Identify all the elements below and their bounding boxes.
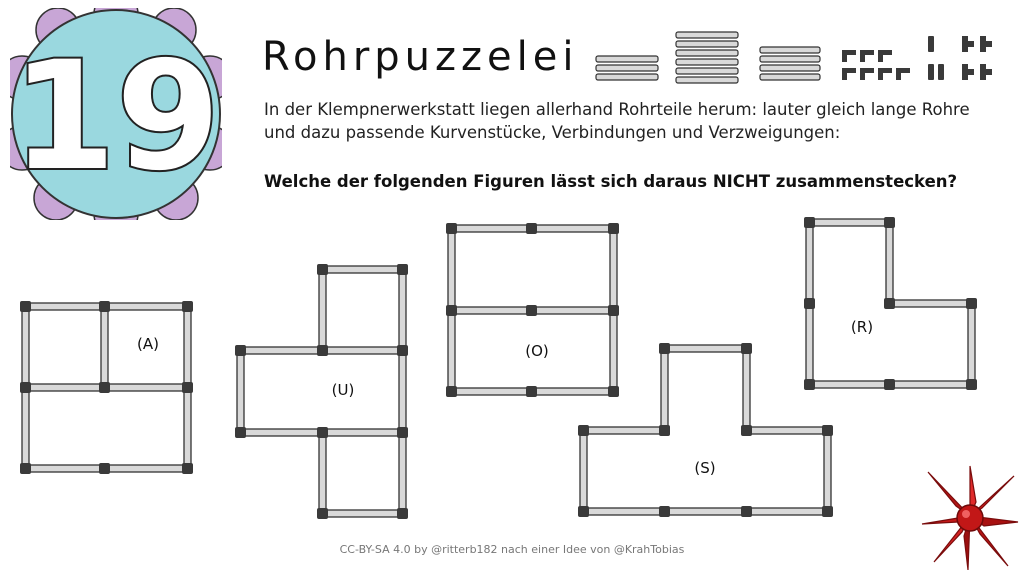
license-credit: CC-BY-SA 4.0 by @ritterb182 nach einer Idee von @KrahTobias [339, 543, 685, 556]
gift-bow-icon [918, 462, 1022, 570]
figure-u-label: (U) [331, 381, 355, 399]
figure-o-label: (O) [525, 342, 549, 360]
badge-number: 19 [11, 30, 221, 204]
figure-a [20, 301, 193, 474]
figure-a-label: (A) [137, 335, 159, 353]
figure-o [446, 223, 619, 397]
figure-r [804, 217, 977, 390]
page-title: Rohrpuzzelei [262, 34, 579, 80]
figure-s-label: (S) [694, 459, 716, 477]
question-text: Welche der folgenden Figuren lässt sich daraus NICHT zusammenstecken? [264, 172, 958, 191]
intro-text: In der Klempnerwerkstatt liegen allerhand Rohrteile herum: lauter gleich lange Rohre und dazu passende Kurvenstücke, Verbindungen und Verzweigungen: [264, 100, 970, 142]
figure-r-label: (R) [850, 318, 874, 336]
figure-u [235, 264, 408, 519]
